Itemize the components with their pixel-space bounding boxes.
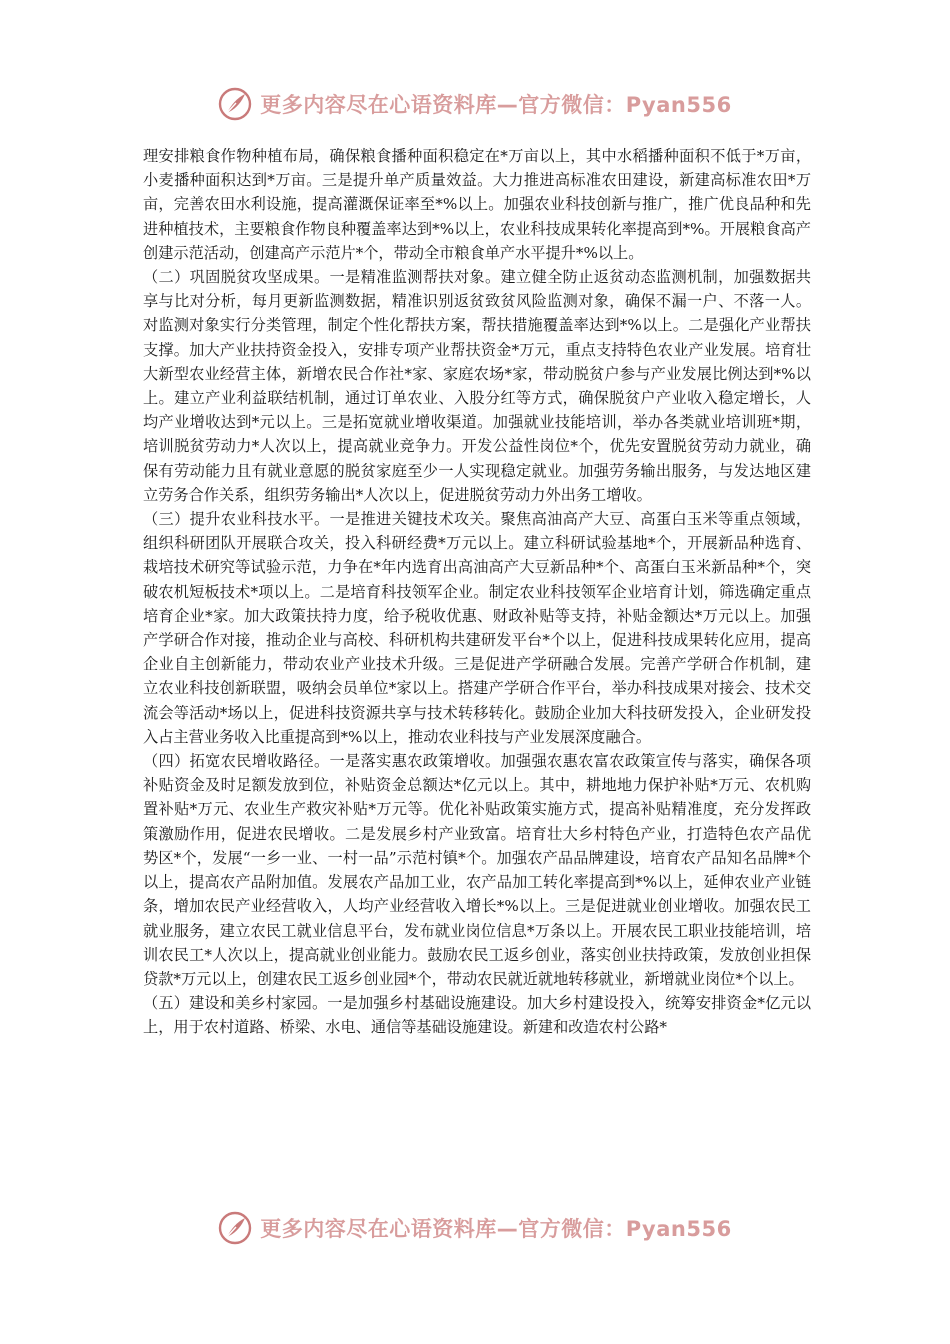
footer-watermark-text: 更多内容尽在心语资料库—官方微信：Pyan556 [260, 1217, 732, 1241]
paragraph-2: （二）巩固脱贫攻坚成果。一是精准监测帮扶对象。建立健全防止返贫动态监测机制，加强数据共享与比对分析，每月更新监测数据，精准识别返贫致贫风险监测对象，确保不漏一户、不落一人。对监测对象实行分类管理，制定个性化帮扶方案，帮扶措施覆盖率达到*%以上。二是强化产业帮扶支撑。加大产业扶持资金投入，安排专项产业帮扶资金*万元，重点支持特色农业产业发展。培育壮大新型农业经营主体，新增农民合作社*家、家庭农场*家，带动脱贫户参与产业发展比例达到*%以上。建立产业利益联结机制，通过订单农业、入股分红等方式，确保脱贫户产业收入稳定增长，人均产业增收达到*元以上。三是拓宽就业增收渠道。加强就业技能培训，举办各类就业培训班*期，培训脱贫劳动力*人次以上，提高就业竞争力。开发公益性岗位*个，优先安置脱贫劳动力就业，确保有劳动能力且有就业意愿的脱贫家庭至少一人实现稳定就业。加强劳务输出服务，与发达地区建立劳务合作关系，组织劳务输出*人次以上，促进脱贫劳动力外出务工增收。 [143, 268, 811, 504]
paragraph-3: （三）提升农业科技水平。一是推进关键技术攻关。聚焦高油高产大豆、高蛋白玉米等重点领域，组织科研团队开展联合攻关，投入科研经费*万元以上。建立科研试验基地*个，开展新品种选育、栽培技术研究等试验示范，力争在*年内选育出高油高产大豆新品种*个、高蛋白玉米新品种*个，突破农机短板技术*项以上。二是培育科技领军企业。制定农业科技领军企业培育计划，筛选确定重点培育企业*家。加大政策扶持力度，给予税收优惠、财政补贴等支持，补贴金额达*万元以上。加强产学研合作对接，推动企业与高校、科研机构共建研发平台*个以上，促进科技成果转化应用，提高企业自主创新能力，带动农业产业技术升级。三是促进产学研融合发展。完善产学研合作机制，建立农业科技创新联盟，吸纳会员单位*家以上。搭建产学研合作平台，举办科技成果对接会、技术交流会等活动*场以上，促进科技资源共享与技术转移转化。鼓励企业加大科技研发投入，企业研发投入占主营业务收入比重提高到*%以上，推动农业科技与产业发展深度融合。 [143, 510, 811, 746]
paragraph-1: 理安排粮食作物种植布局，确保粮食播种面积稳定在*万亩以上，其中水稻播种面积不低于*万亩，小麦播种面积达到*万亩。三是提升单产质量效益。大力推进高标准农田建设，新建高标准农田*万亩，完善农田水利设施，提高灌溉保证率至*%以上。加强农业科技创新与推广，推广优良品种和先进种植技术，主要粮食作物良种覆盖率达到*%以上，农业科技成果转化率提高到*%。开展粮食高产创建示范活动，创建高产示范片*个，带动全市粮食单产水平提升*%以上。 [143, 147, 811, 262]
paragraph-4: （四）拓宽农民增收路径。一是落实惠农政策增收。加强强农惠农富农政策宣传与落实，确保各项补贴资金及时足额发放到位，补贴资金总额达*亿元以上。其中，耕地地力保护补贴*万元、农机购置补贴*万元、农业生产救灾补贴*万元等。优化补贴政策实施方式，提高补贴精准度，充分发挥政策激励作用，促进农民增收。二是发展乡村产业致富。培育壮大乡村特色产业，打造特色农产品优势区*个，发展“一乡一业、一村一品”示范村镇*个。加强农产品品牌建设，培育农产品知名品牌*个以上，提高农产品附加值。发展农产品加工业，农产品加工转化率提高到*%以上，延伸农业产业链条，增加农民产业经营收入，人均产业经营收入增长*%以上。三是促进就业创业增收。加强农民工就业服务，建立农民工就业信息平台，发布就业岗位信息*万条以上。开展农民工职业技能培训，培训农民工*人次以上，提高就业创业能力。鼓励农民工返乡创业，落实创业扶持政策，发放创业担保贷款*万元以上，创建农民工返乡创业园*个，带动农民就近就地转移就业，新增就业岗位*个以上。 [143, 752, 811, 988]
header-watermark-text: 更多内容尽在心语资料库—官方微信：Pyan556 [260, 93, 732, 117]
footer-watermark [0, 1206, 950, 1250]
document-body [143, 144, 811, 1040]
feather-pen-icon [218, 1211, 252, 1245]
paragraph-5: （五）建设和美乡村家园。一是加强乡村基础设施建设。加大乡村建设投入，统筹安排资金*亿元以上，用于农村道路、桥梁、水电、通信等基础设施建设。新建和改造农村公路* [143, 994, 811, 1037]
feather-pen-icon [218, 87, 252, 121]
header-watermark [0, 82, 950, 126]
